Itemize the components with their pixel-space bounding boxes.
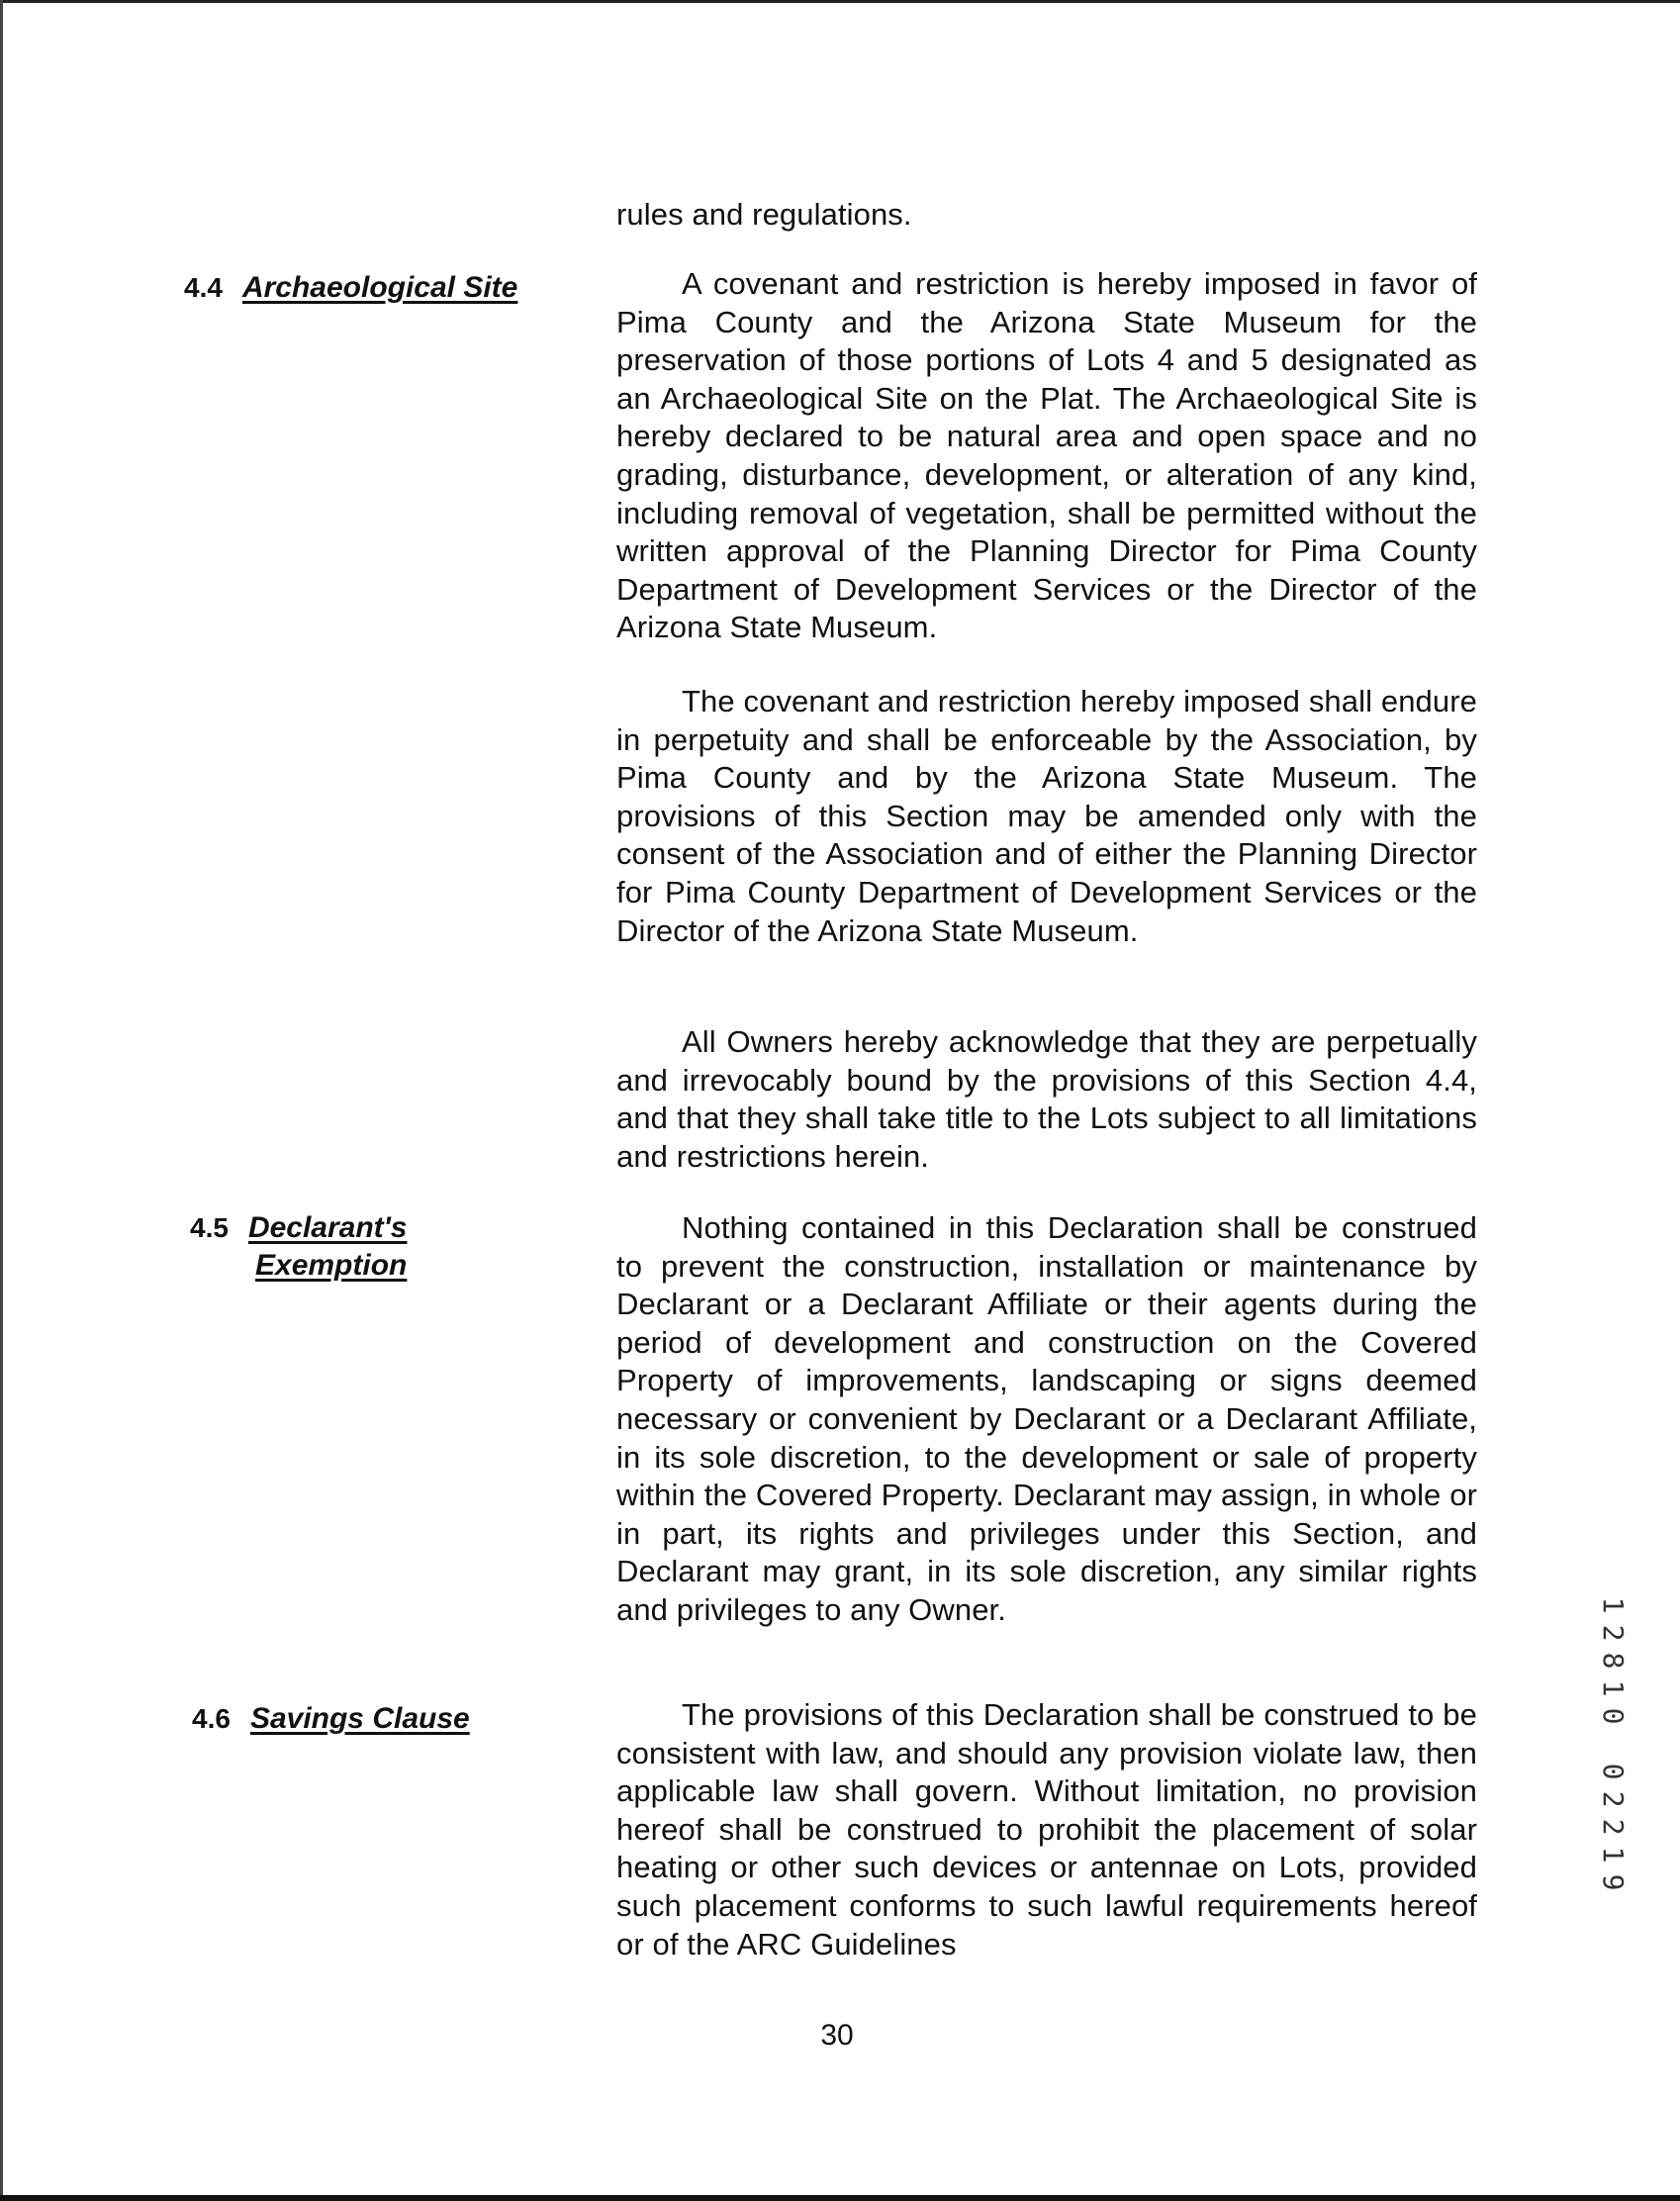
scan-border-bottom (0, 2195, 1680, 2201)
section-title: Archaeological Site (241, 271, 518, 304)
stamp-digit: 1 (1597, 1679, 1630, 1697)
stamp-digit: 1 (1597, 1596, 1630, 1614)
continuation-text: rules and regulations. (616, 197, 912, 232)
stamp-digit: 8 (1597, 1652, 1630, 1670)
stamp-digit: 2 (1597, 1624, 1630, 1642)
section-4-4-paragraph-3: All Owners hereby acknowledge that they are perpetually and irrevocably bound by the provisions of this Section 4.4, and that they shall take title to the Lots subject to all limitations and restrictions herein. (616, 1024, 1477, 1174)
section-4-5-heading (190, 1211, 408, 1282)
section-4-4-heading (184, 271, 517, 305)
stamp-digit: 9 (1597, 1873, 1630, 1891)
section-4-4-paragraph-1: A covenant and restriction is hereby imposed in favor of Pima County and the Arizona State Museum for the preservation of those portions of Lots 4 and 5 designated as an Archaeological Site on the Plat. The Archaeological Site is hereby declared to be natural area and open space and no grading, disturbance, development, or alteration of any kind, including removal of vegetation, shall be permitted without the written approval of the Planning Director for Pima County Department of Development Services or the Director of the Arizona State Museum. (616, 266, 1477, 645)
section-4-4-paragraph-2: The covenant and restriction hereby imposed shall endure in perpetuity and shall be enforceable by the Association, by Pima County and by the Arizona State Museum. The provisions of this Section may be amended only with the consent of the Association and of either the Planning Director for Pima County Department of Development Services or the Director of the Arizona State Museum. (616, 684, 1477, 948)
section-title-line-2: Exemption (255, 1249, 408, 1282)
section-4-5-paragraph-1: Nothing contained in this Declaration shall be construed to prevent the construction, installation or maintenance by Declarant or a Declarant Affiliate or their agents during the period of development and construction on the Covered Property of improvements, landscaping or signs deemed necessary or convenient by Declarant or a Declarant Affiliate, in its sole discretion, to the development or sale of property within the Covered Property. Declarant may assign, in whole or in part, its rights and privileges under this Section, and Declarant may grant, in its sole discretion, any similar rights and privileges to any Owner. (616, 1210, 1477, 1627)
recording-stamp (1593, 1591, 1633, 1896)
section-number: 4.5 (190, 1212, 229, 1243)
stamp-digit: 2 (1597, 1790, 1630, 1808)
stamp-digit: 1 (1597, 1846, 1630, 1864)
section-title: Savings Clause (249, 1702, 470, 1735)
section-title-line-1: Declarant's (247, 1211, 408, 1244)
stamp-digit: 0 (1597, 1707, 1630, 1725)
page-number: 30 (820, 2019, 854, 2052)
section-number: 4.6 (192, 1703, 231, 1734)
stamp-digit: 0 (1597, 1763, 1630, 1780)
scan-border-left (0, 0, 3, 2201)
section-number: 4.4 (184, 272, 223, 303)
stamp-digit: 2 (1597, 1818, 1630, 1836)
section-4-6-heading (192, 1702, 470, 1736)
section-4-6-paragraph-1: The provisions of this Declaration shall be construed to be consistent with law, and should any provision violate law, then applicable law shall govern. Without limitation, no provision hereof shall be construed to prohibit the placement of solar heating or other such devices or antennae on Lots, provided such placement conforms to such lawful requirements hereof or of the ARC Guidelines (616, 1697, 1477, 1962)
scan-border-top (0, 0, 1680, 3)
